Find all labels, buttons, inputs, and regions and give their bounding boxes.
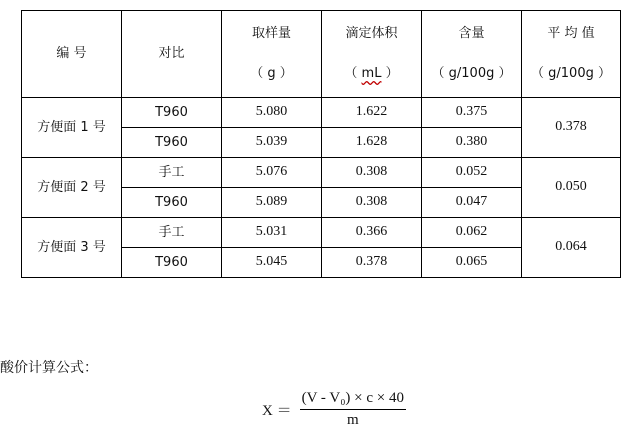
header-average: 平 均 值 （ g/100g ） xyxy=(522,11,621,98)
table-row xyxy=(22,158,621,188)
table-row xyxy=(22,218,621,248)
header-content: 含量 （ g/100g ） xyxy=(422,11,522,98)
results-table xyxy=(21,10,621,278)
volume-cell: 1.628 xyxy=(322,128,422,158)
volume-cell: 0.378 xyxy=(322,248,422,278)
method-cell: T960 xyxy=(122,188,222,218)
header-titration-volume-unit: （ mL ） xyxy=(344,66,399,81)
group-name-cell: 方便面 3 号 xyxy=(22,218,122,278)
weight-cell: 5.039 xyxy=(222,128,322,158)
header-compare: 对比 xyxy=(122,11,222,98)
weight-cell: 5.076 xyxy=(222,158,322,188)
formula-numerator: (V - V₀) × c × 40 xyxy=(300,390,406,410)
volume-cell: 1.622 xyxy=(322,98,422,128)
header-sample-weight: 取样量 （ g ） xyxy=(222,11,322,98)
formula-lhs: X ＝ xyxy=(262,403,292,419)
method-cell: T960 xyxy=(122,248,222,278)
content-cell: 0.047 xyxy=(422,188,522,218)
volume-cell: 0.308 xyxy=(322,188,422,218)
weight-cell: 5.089 xyxy=(222,188,322,218)
acid-value-formula xyxy=(262,390,406,429)
volume-cell: 0.308 xyxy=(322,158,422,188)
formula-fraction xyxy=(300,390,406,429)
content-cell: 0.380 xyxy=(422,128,522,158)
method-cell: T960 xyxy=(122,128,222,158)
average-cell: 0.050 xyxy=(522,158,621,218)
method-cell: T960 xyxy=(122,98,222,128)
group-name-cell: 方便面 1 号 xyxy=(22,98,122,158)
header-id: 编 号 xyxy=(22,11,122,98)
volume-cell: 0.366 xyxy=(322,218,422,248)
group-name-cell: 方便面 2 号 xyxy=(22,158,122,218)
formula-heading: 酸价计算公式： xyxy=(0,360,98,376)
formula-denominator: m xyxy=(346,412,359,428)
average-cell: 0.378 xyxy=(522,98,621,158)
content-cell: 0.062 xyxy=(422,218,522,248)
table-row xyxy=(22,98,621,128)
content-cell: 0.065 xyxy=(422,248,522,278)
header-titration-volume: 滴定体积 （ mL ） xyxy=(322,11,422,98)
method-cell: 手工 xyxy=(122,218,222,248)
weight-cell: 5.031 xyxy=(222,218,322,248)
average-cell: 0.064 xyxy=(522,218,621,278)
header-row xyxy=(22,11,621,98)
weight-cell: 5.045 xyxy=(222,248,322,278)
content-cell: 0.052 xyxy=(422,158,522,188)
weight-cell: 5.080 xyxy=(222,98,322,128)
header-average-unit: （ g/100g ） xyxy=(531,66,611,81)
header-sample-weight-unit: （ g ） xyxy=(250,66,293,81)
header-content-unit: （ g/100g ） xyxy=(431,66,512,81)
content-cell: 0.375 xyxy=(422,98,522,128)
method-cell: 手工 xyxy=(122,158,222,188)
